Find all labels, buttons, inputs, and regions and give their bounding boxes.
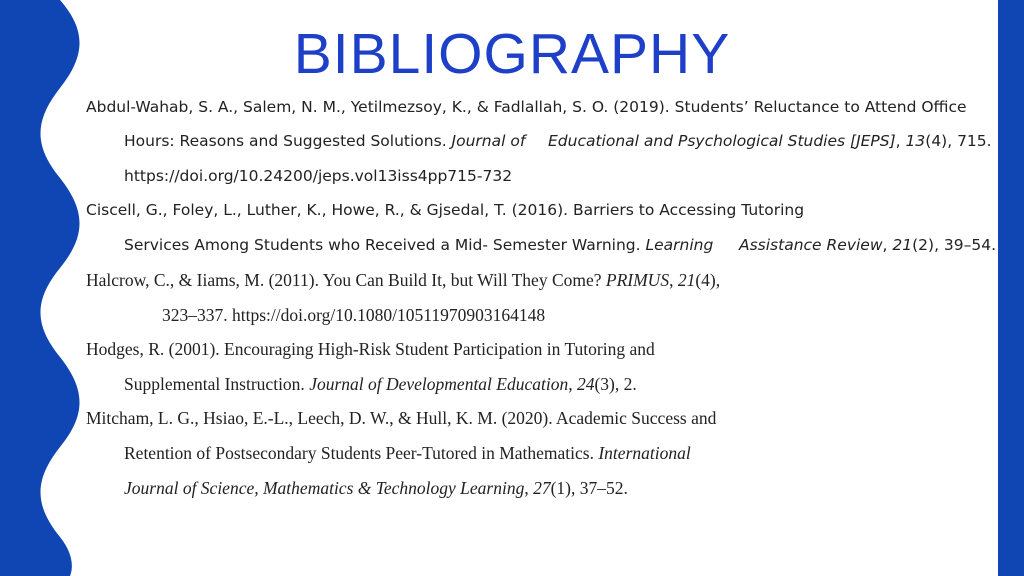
ref-hodges-line-2: [124, 376, 637, 394]
ref-text: ,: [895, 132, 906, 150]
ref-text: ,: [524, 478, 534, 498]
ref-text: (4), 715.: [925, 132, 992, 150]
ref-ciscell-line-1: Ciscell, G., Foley, L., Luther, K., Howe, R., & Gjsedal, T. (2016). Barriers to Accessing Tutoring: [86, 201, 805, 219]
volume: 13: [905, 132, 926, 150]
journal-name: Journal of: [451, 132, 526, 150]
ref-text: Hours: Reasons and Suggested Solutions.: [124, 132, 452, 150]
ref-text: Retention of Postsecondary Students Peer-Tutored in Mathematics.: [124, 443, 599, 463]
ref-text: (4),: [695, 270, 721, 290]
left-wave-decoration: [0, 0, 90, 576]
ref-text: ,: [882, 236, 893, 254]
journal-name: Journal of Science, Mathematics & Technology Learning: [124, 478, 525, 498]
ref-text: ,: [669, 270, 678, 290]
ref-mitcham-line-1: Mitcham, L. G., Hsiao, E.-L., Leech, D. W., & Hull, K. M. (2020). Academic Success and: [86, 408, 717, 428]
ref-halcrow-line-2[interactable]: 323–337. https://doi.org/10.1080/10511970903164148: [162, 305, 546, 325]
ref-hodges-line-1: Hodges, R. (2001). Encouraging High-Risk Student Participation in Tutoring and: [86, 339, 655, 359]
ref-text: (2), 39–54.: [912, 236, 997, 254]
ref-ciscell-line-2-cont: [739, 238, 996, 254]
right-accent-bar: [998, 0, 1024, 576]
ref-ciscell-line-2: [124, 238, 713, 254]
ref-text: (1), 37–52.: [550, 478, 628, 498]
ref-abdul-wahab-line-2-cont: [548, 134, 992, 150]
ref-text: Services Among Students who Received a Mid- Semester Warning.: [124, 236, 646, 254]
ref-text: (3), 2.: [594, 374, 637, 394]
journal-name: Educational and Psychological Studies [JEPS]: [548, 132, 896, 150]
journal-name: Journal of Developmental Education: [309, 374, 569, 394]
journal-name: Learning: [645, 236, 714, 254]
ref-abdul-wahab-line-2: [124, 134, 525, 150]
journal-name: Assistance Review: [739, 236, 883, 254]
journal-name: International: [598, 443, 691, 463]
slide-title: BIBLIOGRAPHY: [293, 22, 731, 86]
volume: 27: [533, 478, 551, 498]
volume: 21: [892, 236, 913, 254]
ref-text: Supplemental Instruction.: [124, 374, 310, 394]
ref-abdul-wahab-line-1: Abdul-Wahab, S. A., Salem, N. M., Yetilmezsoy, K., & Fadlallah, S. O. (2019). Students’ Reluctance to Attend Office: [86, 98, 967, 116]
volume: 24: [576, 374, 595, 394]
journal-name: PRIMUS: [605, 270, 670, 290]
ref-text: Halcrow, C., & Iiams, M. (2011). You Can Build It, but Will They Come?: [86, 270, 606, 290]
ref-halcrow-line-1: [86, 272, 720, 290]
ref-abdul-wahab-doi[interactable]: https://doi.org/10.24200/jeps.vol13iss4pp715-732: [124, 167, 513, 185]
ref-mitcham-line-2: [124, 445, 691, 463]
volume: 21: [677, 270, 696, 290]
ref-text: ,: [568, 374, 577, 394]
ref-mitcham-line-3: [124, 480, 628, 498]
